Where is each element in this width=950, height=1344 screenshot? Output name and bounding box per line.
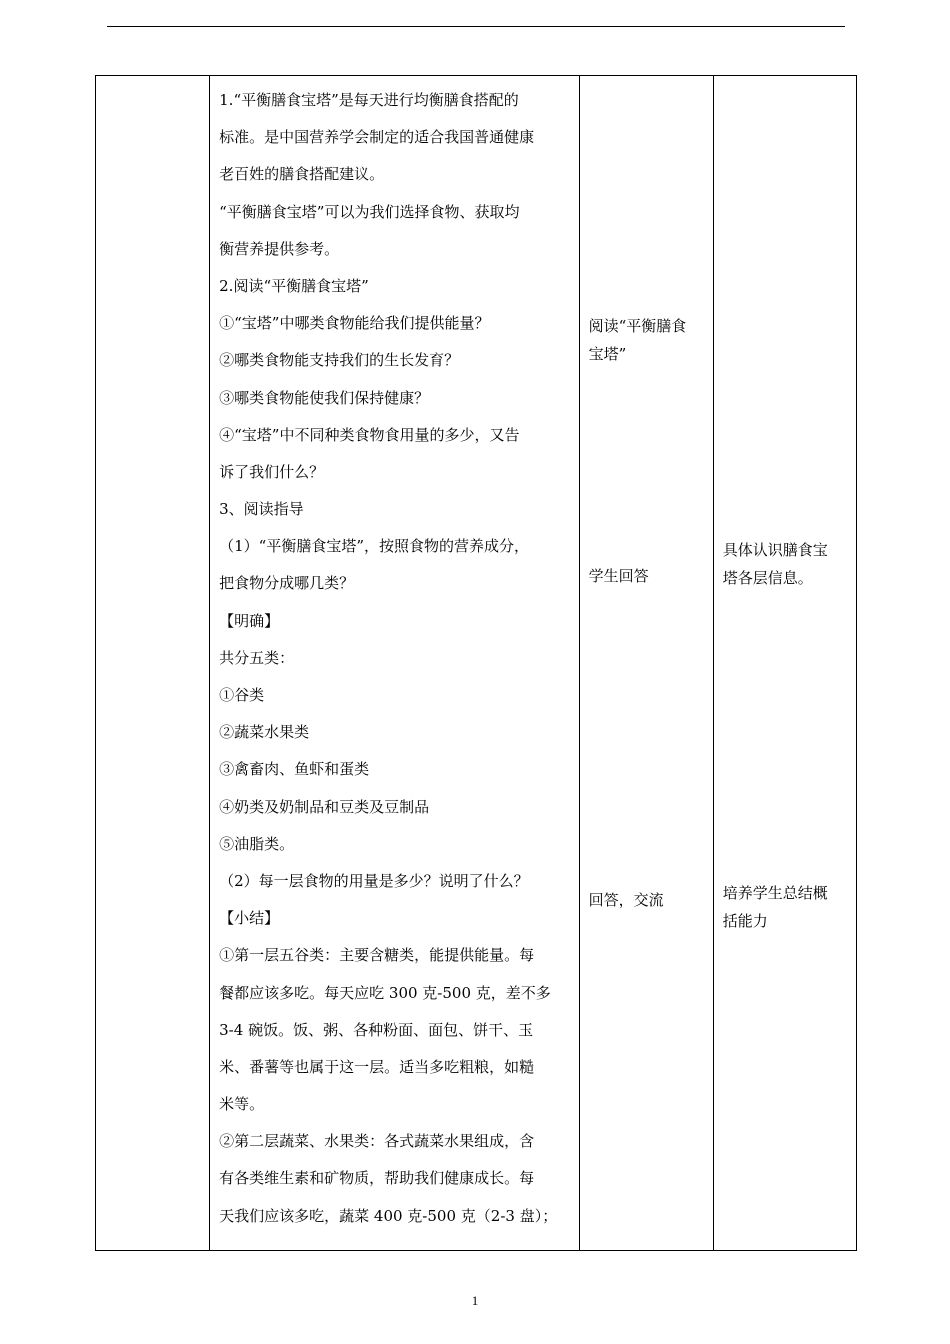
lesson-plan-table xyxy=(95,75,857,1251)
content-line: ⑤油脂类。 xyxy=(219,834,295,853)
content-line: 共分五类： xyxy=(219,648,295,667)
content-line: 3、阅读指导 xyxy=(219,500,304,519)
content-line: 餐都应该多吃。每天应吃 300 克-500 克，差不多 xyxy=(219,983,551,1002)
content-line: ①“宝塔”中哪类食物能给我们提供能量？ xyxy=(219,314,490,333)
content-line: ③禽畜肉、鱼虾和蛋类 xyxy=(219,760,370,779)
student-activity-1: 阅读“平衡膳食 宝塔” xyxy=(588,317,687,363)
content-line: ①第一层五谷类：主要含糖类，能提供能量。每 xyxy=(219,946,535,965)
student-activity-cell xyxy=(579,76,713,1251)
content-line: 有各类维生素和矿物质，帮助我们健康成长。每 xyxy=(219,1169,535,1188)
content-line: （1）“平衡膳食宝塔”，按照食物的营养成分， xyxy=(219,537,530,556)
content-line: 标准。是中国营养学会制定的适合我国普通健康 xyxy=(219,128,535,147)
content-line: ②哪类食物能支持我们的生长发育？ xyxy=(219,351,460,370)
page-number: 1 xyxy=(471,1293,479,1308)
design-intent-2: 培养学生总结概 括能力 xyxy=(722,884,828,930)
content-line: 把食物分成哪几类？ xyxy=(219,574,355,593)
design-intent-cell xyxy=(713,76,856,1251)
content-line: 衡营养提供参考。 xyxy=(219,239,340,258)
design-intent-1: 具体认识膳食宝 塔各层信息。 xyxy=(722,541,828,587)
section-cell xyxy=(96,76,210,1251)
content-line: 3-4 碗饭。饭、粥、各种粉面、面包、饼干、玉 xyxy=(219,1020,534,1039)
content-line: ①谷类 xyxy=(219,686,265,704)
content-line: 【明确】 xyxy=(219,611,280,630)
content-line: 米、番薯等也属于这一层。适当多吃粗粮，如糙 xyxy=(219,1057,535,1076)
student-activity-3: 回答，交流 xyxy=(588,891,664,909)
teaching-content-cell xyxy=(210,76,579,1251)
content-line: ②蔬菜水果类 xyxy=(219,723,310,742)
content-line: “平衡膳食宝塔”可以为我们选择食物、获取均 xyxy=(219,202,520,221)
content-line: 天我们应该多吃，蔬菜 400 克-500 克（2-3 盘）； xyxy=(219,1206,558,1225)
content-line: （2）每一层食物的用量是多少？说明了什么？ xyxy=(219,871,529,890)
content-line: 老百姓的膳食搭配建议。 xyxy=(219,165,385,184)
content-line: ④“宝塔”中不同种类食物食用量的多少，又告 xyxy=(219,425,520,444)
content-line: 2.阅读“平衡膳食宝塔” xyxy=(219,276,369,295)
student-activity-2: 学生回答 xyxy=(588,567,649,585)
content-line: 【小结】 xyxy=(219,909,280,928)
content-line: ④奶类及奶制品和豆类及豆制品 xyxy=(219,797,430,816)
content-line: ②第二层蔬菜、水果类：各式蔬菜水果组成，含 xyxy=(219,1132,535,1151)
teaching-content xyxy=(210,76,578,1235)
table-row xyxy=(96,76,857,1251)
header-rule xyxy=(107,26,845,27)
content-line: 诉了我们什么？ xyxy=(219,462,325,481)
content-line: 1.“平衡膳食宝塔”是每天进行均衡膳食搭配的 xyxy=(219,91,519,109)
content-line: 米等。 xyxy=(219,1095,265,1114)
content-line: ③哪类食物能使我们保持健康？ xyxy=(219,388,430,407)
